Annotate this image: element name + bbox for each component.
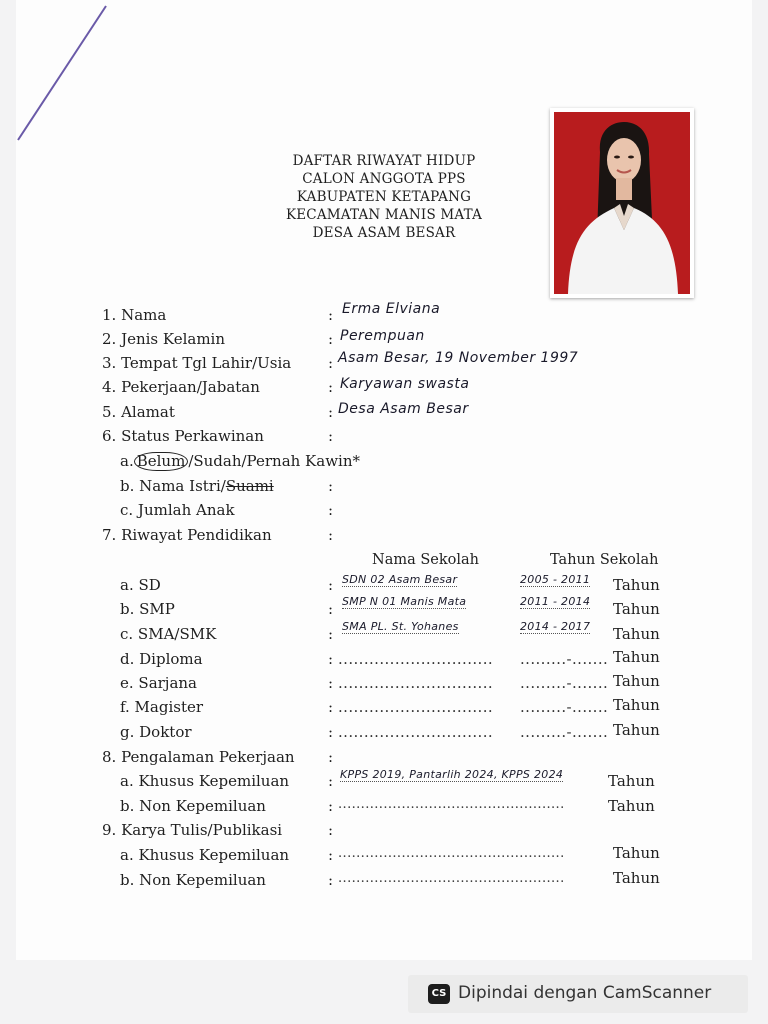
row-label: b. SMP (120, 600, 175, 618)
camscanner-watermark (408, 975, 748, 1013)
option-prefix: a. (120, 452, 134, 470)
blank-years: .........-....... (520, 723, 609, 741)
title-line: KABUPATEN KETAPANG (296, 189, 472, 205)
blank-school: .............................. (338, 674, 494, 692)
title-line: DESA ASAM BESAR (312, 225, 456, 241)
camscanner-logo-icon: CS (428, 984, 450, 1004)
handwritten-value: Desa Asam Besar (338, 401, 469, 417)
row-label: d. Diploma (120, 650, 203, 668)
row-label: b. Non Kepemiluan (120, 797, 266, 815)
handwritten-value: Asam Besar, 19 November 1997 (338, 350, 579, 366)
colon: : (328, 477, 334, 495)
unit-label: Tahun (613, 844, 660, 862)
field-label: 1. Nama (102, 306, 167, 324)
unit-label: Tahun (608, 797, 655, 815)
school-years: 2011 - 2014 (520, 595, 591, 608)
title-line: KECAMATAN MANIS MATA (285, 207, 483, 223)
row-label: a. Khusus Kepemiluan (120, 772, 290, 790)
column-header-year: Tahun Sekolah (550, 552, 659, 568)
field-label: 6. Status Perkawinan (102, 427, 264, 445)
portrait-image (554, 112, 690, 294)
unit-label: Tahun (613, 696, 660, 714)
field-label: 7. Riwayat Pendidikan (102, 526, 272, 544)
colon: : (328, 772, 334, 790)
school-years: 2014 - 2017 (520, 620, 591, 633)
title-line: CALON ANGGOTA PPS (302, 171, 466, 187)
colon: : (328, 674, 334, 692)
unit-label: Tahun (613, 576, 660, 594)
unit-label: Tahun (613, 672, 660, 690)
colon: : (328, 427, 334, 445)
school-name: SMP N 01 Manis Mata (342, 595, 467, 608)
blank-years: .........-....... (520, 650, 609, 668)
unit-label: Tahun (613, 625, 660, 643)
field-label: 3. Tempat Tgl Lahir/Usia (102, 354, 292, 372)
colon: : (328, 698, 334, 716)
column-header-school: Nama Sekolah (372, 552, 479, 568)
row-label: g. Doktor (120, 723, 192, 741)
colon: : (328, 354, 334, 372)
blank-school: .............................. (338, 650, 494, 668)
school-name: SMA PL. St. Yohanes (342, 620, 459, 633)
row-label: e. Sarjana (120, 674, 197, 692)
row-label: a. SD (120, 576, 161, 594)
colon: : (328, 501, 334, 519)
colon: : (328, 403, 334, 421)
blank-years: .........-....... (520, 674, 609, 692)
colon: : (328, 378, 334, 396)
row-label: a. Khusus Kepemiluan (120, 846, 290, 864)
blank-school: .............................. (338, 698, 494, 716)
struck-text: Suami (225, 477, 274, 495)
title-line: DAFTAR RIWAYAT HIDUP (292, 153, 476, 169)
field-label: 4. Pekerjaan/Jabatan (102, 378, 260, 396)
document-title (260, 152, 508, 242)
handwritten-value: Perempuan (340, 328, 425, 344)
blank-years: .........-....... (520, 698, 609, 716)
unit-label: Tahun (613, 600, 660, 618)
unit-label: Tahun (613, 721, 660, 739)
school-years: 2005 - 2011 (520, 573, 591, 586)
colon: : (328, 650, 334, 668)
colon: : (328, 821, 334, 839)
colon: : (328, 625, 334, 643)
blank-line: .................................................. (338, 846, 565, 861)
option-rest: /Sudah/Pernah Kawin* (188, 452, 361, 470)
blank-line: .................................................. (338, 871, 565, 886)
blank-line: .................................................. (338, 797, 565, 812)
row-label: c. SMA/SMK (120, 625, 217, 643)
school-name: SDN 02 Asam Besar (342, 573, 458, 586)
handwritten-value: KPPS 2019, Pantarlih 2024, KPPS 2024 (340, 768, 564, 781)
colon: : (328, 846, 334, 864)
option-prefix: b. Nama Istri/ (120, 477, 226, 495)
circled-answer: Belum (134, 452, 189, 471)
colon: : (328, 306, 334, 324)
field-label: 2. Jenis Kelamin (102, 330, 225, 348)
field-label: 5. Alamat (102, 403, 175, 421)
row-label: f. Magister (120, 698, 204, 716)
blank-school: .............................. (338, 723, 494, 741)
colon: : (328, 330, 334, 348)
colon: : (328, 600, 334, 618)
row-label: b. Non Kepemiluan (120, 871, 266, 889)
handwritten-value: Karyawan swasta (340, 376, 470, 392)
colon: : (328, 748, 334, 766)
colon: : (328, 871, 334, 889)
field-label: 9. Karya Tulis/Publikasi (102, 821, 283, 839)
colon: : (328, 576, 334, 594)
status-option-b (120, 477, 334, 499)
status-option-a (120, 452, 360, 474)
unit-label: Tahun (613, 869, 660, 887)
watermark-text: Dipindai dengan CamScanner (458, 983, 712, 1003)
unit-label: Tahun (613, 648, 660, 666)
field-label: c. Jumlah Anak (120, 501, 235, 519)
handwritten-value: Erma Elviana (342, 301, 441, 317)
colon: : (328, 723, 334, 741)
field-label: 8. Pengalaman Pekerjaan (102, 748, 295, 766)
pen-stroke-mark (10, 0, 150, 150)
unit-label: Tahun (608, 772, 655, 790)
passport-photo (550, 108, 694, 298)
colon: : (328, 526, 334, 544)
colon: : (328, 797, 334, 815)
